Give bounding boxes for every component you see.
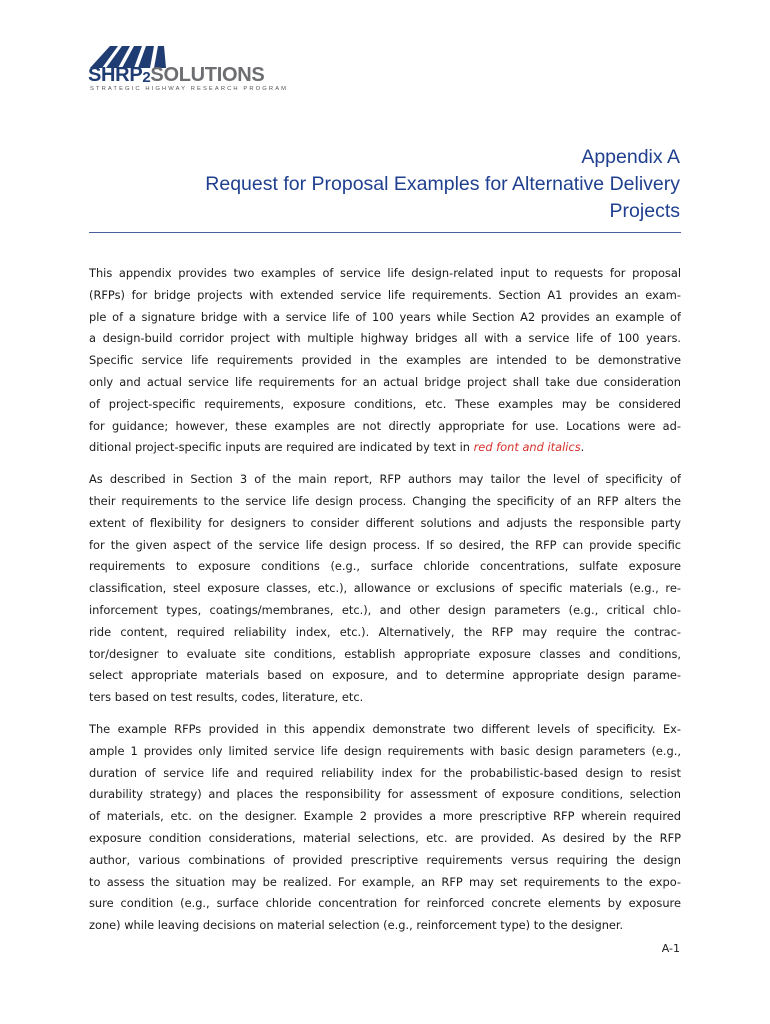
p1-line: a design-build corridor project with multiple highway bridges all with a service life of 100 years.: [89, 331, 681, 346]
p2-line: extent of flexibility for designers to consider different solutions and adjusts the responsible party: [89, 515, 681, 530]
paragraph-3: [89, 719, 681, 937]
p2-line: their requirements to the service life design process. Changing the specificity of an RFP alters the: [89, 493, 681, 508]
p3-line: durability strategy) and places the responsibility for assessment of exposure conditions, selection: [89, 787, 681, 802]
p3-line: ample 1 provides only limited service life design requirements with basic design parameters (e.g.,: [89, 743, 681, 758]
body-text: [89, 263, 681, 947]
p1-line: (RFPs) for bridge projects with extended service life requirements. Section A1 provides an exam-: [89, 287, 681, 302]
p2-line: classification, steel exposure classes, etc.), allowance or exclusions of specific materials (e.g., re-: [89, 581, 681, 596]
title-line-3: Projects: [609, 200, 680, 222]
p2-line: tor/designer to evaluate site conditions, establish appropriate exposure classes and conditions,: [89, 646, 681, 661]
p1-last-line: [89, 437, 681, 459]
p1-last-line-period: .: [580, 440, 585, 455]
p1-last-line-text: ditional project-specific inputs are required are indicated by text in: [89, 440, 474, 455]
logo-two: 2: [142, 69, 151, 86]
logo-solutions: SOLUTIONS: [150, 64, 265, 86]
p3-line: exposure condition considerations, material selections, etc. are provided. As desired by the RFP: [89, 830, 681, 845]
p2-line: select appropriate materials based on exposure, and to determine appropriate design parame-: [89, 668, 681, 683]
p3-line: author, various combinations of provided prescriptive requirements versus requiring the design: [89, 852, 681, 867]
p1-line: This appendix provides two examples of service life design-related input to requests for proposal: [89, 266, 681, 280]
appendix-title: [80, 144, 680, 225]
page-number: A-1: [661, 942, 680, 955]
p1-line: only and actual service life requirements for an actual bridge project shall take due consideration: [89, 374, 681, 389]
p1-line: for guidance; however, these examples are not directly appropriate for use. Locations were ad-: [89, 418, 681, 433]
p1-line: ple of a signature bridge with a service life of 100 years while Section A2 provides an example of: [89, 309, 681, 324]
p3-line: of materials, etc. on the designer. Example 2 provides a more prescriptive RFP wherein required: [89, 809, 681, 824]
p2-line: ride content, required reliability index, etc.). Alternatively, the RFP may require the contrac-: [89, 624, 681, 639]
shrp2-solutions-logo: [88, 42, 289, 92]
p3-line: sure condition (e.g., surface chloride concentration for reinforced concrete elements by exposure: [89, 896, 681, 911]
logo-wordmark: [88, 64, 264, 87]
title-divider: [89, 232, 681, 233]
title-line-1: Appendix A: [581, 146, 680, 168]
p1-line: of project-specific requirements, exposure conditions, etc. These examples may be considered: [89, 396, 681, 411]
p2-line: inforcement types, coatings/membranes, etc.), and other design parameters (e.g., critical chlo-: [89, 602, 681, 617]
p1-line: Specific service life requirements provided in the examples are intended to be demonstrative: [89, 353, 681, 368]
p3-line: zone) while leaving decisions on material selection (e.g., reinforcement type) to the designer.: [89, 918, 624, 933]
p2-line: requirements to exposure conditions (e.g., surface chloride concentrations, sulfate exposure: [89, 559, 681, 574]
p2-line: As described in Section 3 of the main report, RFP authors may tailor the level of specificity of: [89, 472, 681, 487]
p3-line: to assess the situation may be realized. For example, an RFP may set requirements to the expo-: [89, 874, 681, 889]
red-italic-note: red font and italics: [473, 440, 581, 455]
p2-line: for the given aspect of the service life design process. If so desired, the RFP can provide specific: [89, 537, 681, 552]
p3-line: The example RFPs provided in this appendix demonstrate two different levels of specificity. Ex-: [89, 721, 681, 736]
p3-line: duration of service life and required reliability index for the probabilistic-based design to resist: [89, 765, 681, 780]
paragraph-1: [89, 263, 681, 459]
logo-shrp: SHRP: [88, 64, 143, 86]
paragraph-2: [89, 469, 681, 709]
title-line-2: Request for Proposal Examples for Alternative Delivery: [205, 173, 680, 195]
p2-line: ters based on test results, codes, literature, etc.: [89, 690, 364, 705]
logo-tagline: STRATEGIC HIGHWAY RESEARCH PROGRAM: [90, 86, 289, 92]
